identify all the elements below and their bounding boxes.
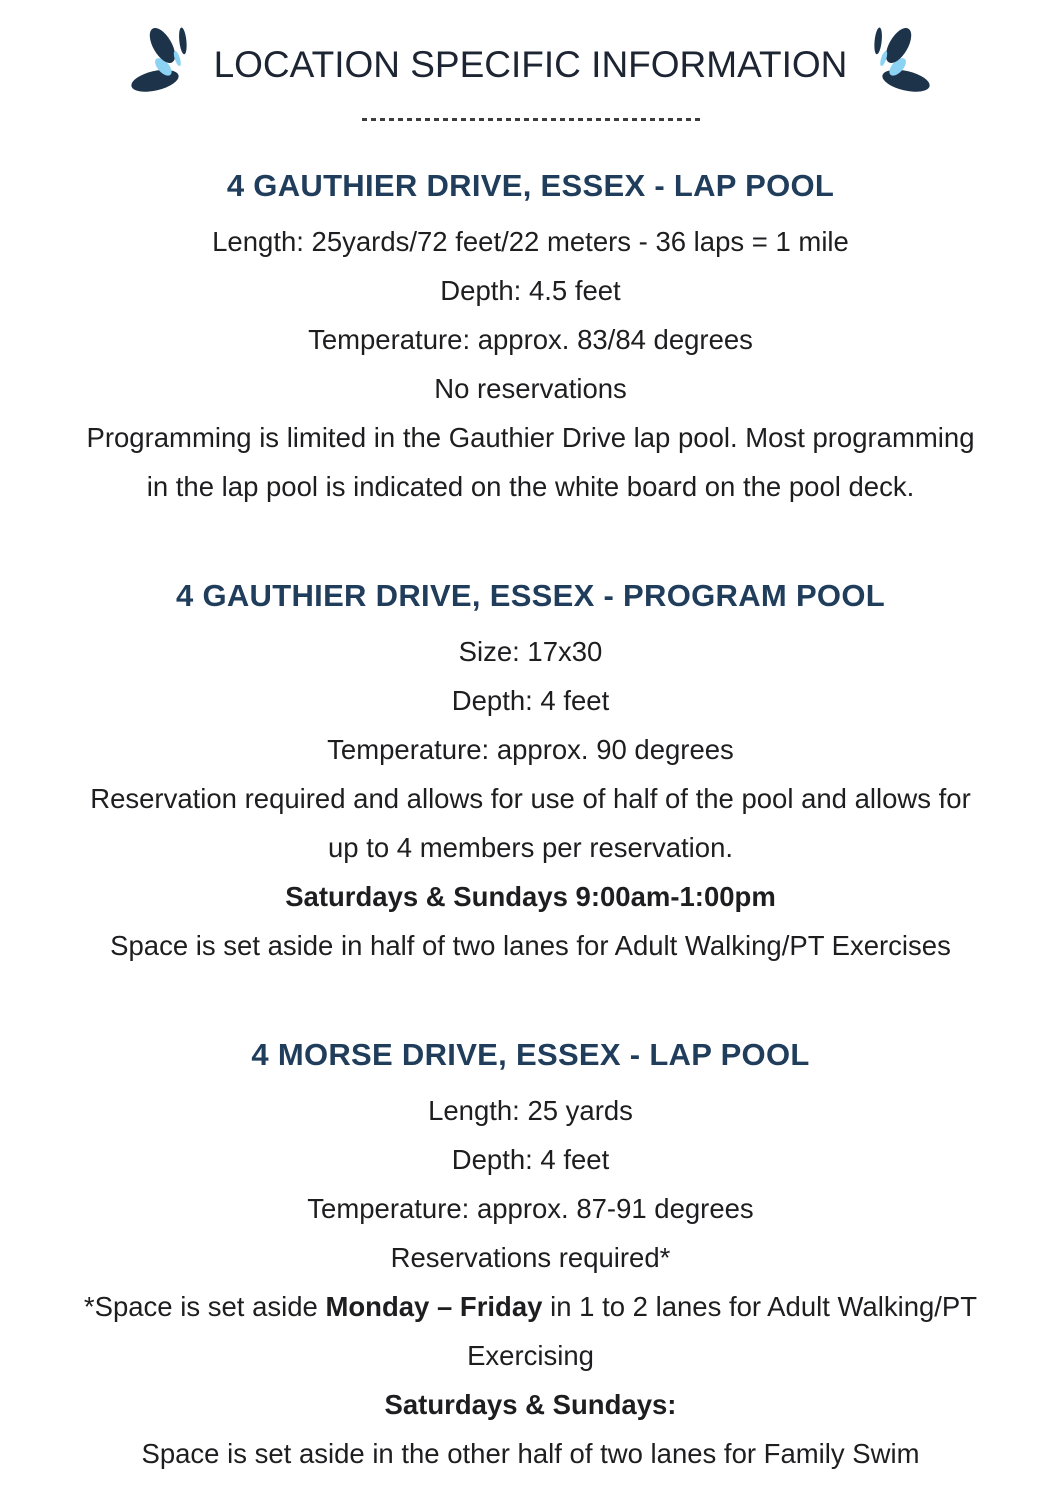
detail-line [0, 364, 1061, 413]
detail-text: *Space is set aside [83, 1291, 326, 1322]
detail-text: Reservations required* [390, 1242, 671, 1273]
detail-text: in the lap pool is indicated on the white board on the pool deck. [146, 471, 915, 502]
detail-line [0, 1184, 1061, 1233]
detail-line [0, 1086, 1061, 1135]
pool-section [0, 165, 1061, 511]
detail-line [0, 1380, 1061, 1429]
detail-text: Temperature: approx. 87-91 degrees [307, 1193, 754, 1224]
detail-text: Length: 25 yards [428, 1095, 633, 1126]
detail-text-bold: Monday – Friday [325, 1291, 543, 1322]
section-heading: 4 GAUTHIER DRIVE, ESSEX - PROGRAM POOL [176, 578, 885, 613]
detail-text: Space is set aside in the other half of two lanes for Family Swim [141, 1438, 920, 1469]
detail-text: Depth: 4.5 feet [440, 275, 621, 306]
detail-text: up to 4 members per reservation. [327, 832, 734, 863]
detail-text: Temperature: approx. 83/84 degrees [308, 324, 753, 355]
detail-line [0, 921, 1061, 970]
pool-info-sections [0, 165, 1061, 1478]
detail-text: Space is set aside in half of two lanes for Adult Walking/PT Exercises [110, 930, 951, 961]
detail-text: Exercising [467, 1340, 594, 1371]
detail-line [0, 1135, 1061, 1184]
pool-section [0, 575, 1061, 970]
detail-line [0, 1282, 1061, 1331]
page-header [0, 0, 1061, 104]
detail-text: in 1 to 2 lanes for Adult Walking/PT [542, 1291, 978, 1322]
detail-text: Size: 17x30 [458, 636, 603, 667]
detail-text-bold: Saturdays & Sundays 9:00am-1:00pm [285, 881, 776, 912]
section-heading: 4 GAUTHIER DRIVE, ESSEX - LAP POOL [226, 168, 835, 203]
detail-line [0, 1331, 1061, 1380]
detail-line [0, 627, 1061, 676]
detail-line [0, 676, 1061, 725]
detail-text: No reservations [434, 373, 627, 404]
detail-text: Temperature: approx. 90 degrees [327, 734, 734, 765]
detail-line [0, 1233, 1061, 1282]
detail-line [0, 217, 1061, 266]
detail-text: Depth: 4 feet [451, 685, 610, 716]
detail-line [0, 413, 1061, 462]
detail-line [0, 315, 1061, 364]
dashed-divider [362, 118, 700, 121]
detail-text: Programming is limited in the Gauthier Drive lap pool. Most programming [86, 422, 975, 453]
splash-leaves-right-icon [855, 26, 931, 104]
detail-line [0, 774, 1061, 823]
detail-line [0, 872, 1061, 921]
detail-line [0, 823, 1061, 872]
detail-text-bold: Saturdays & Sundays: [384, 1389, 677, 1420]
detail-text: Reservation required and allows for use of half of the pool and allows for [90, 783, 971, 814]
detail-line [0, 462, 1061, 511]
splash-leaves-left-icon [130, 26, 206, 104]
detail-line [0, 725, 1061, 774]
page-title: LOCATION SPECIFIC INFORMATION [213, 44, 848, 85]
detail-line [0, 266, 1061, 315]
section-heading: 4 MORSE DRIVE, ESSEX - LAP POOL [251, 1037, 810, 1072]
detail-text: Depth: 4 feet [451, 1144, 610, 1175]
detail-line [0, 1429, 1061, 1478]
pool-section [0, 1034, 1061, 1478]
detail-text: Length: 25yards/72 feet/22 meters - 36 laps = 1 mile [212, 226, 849, 257]
